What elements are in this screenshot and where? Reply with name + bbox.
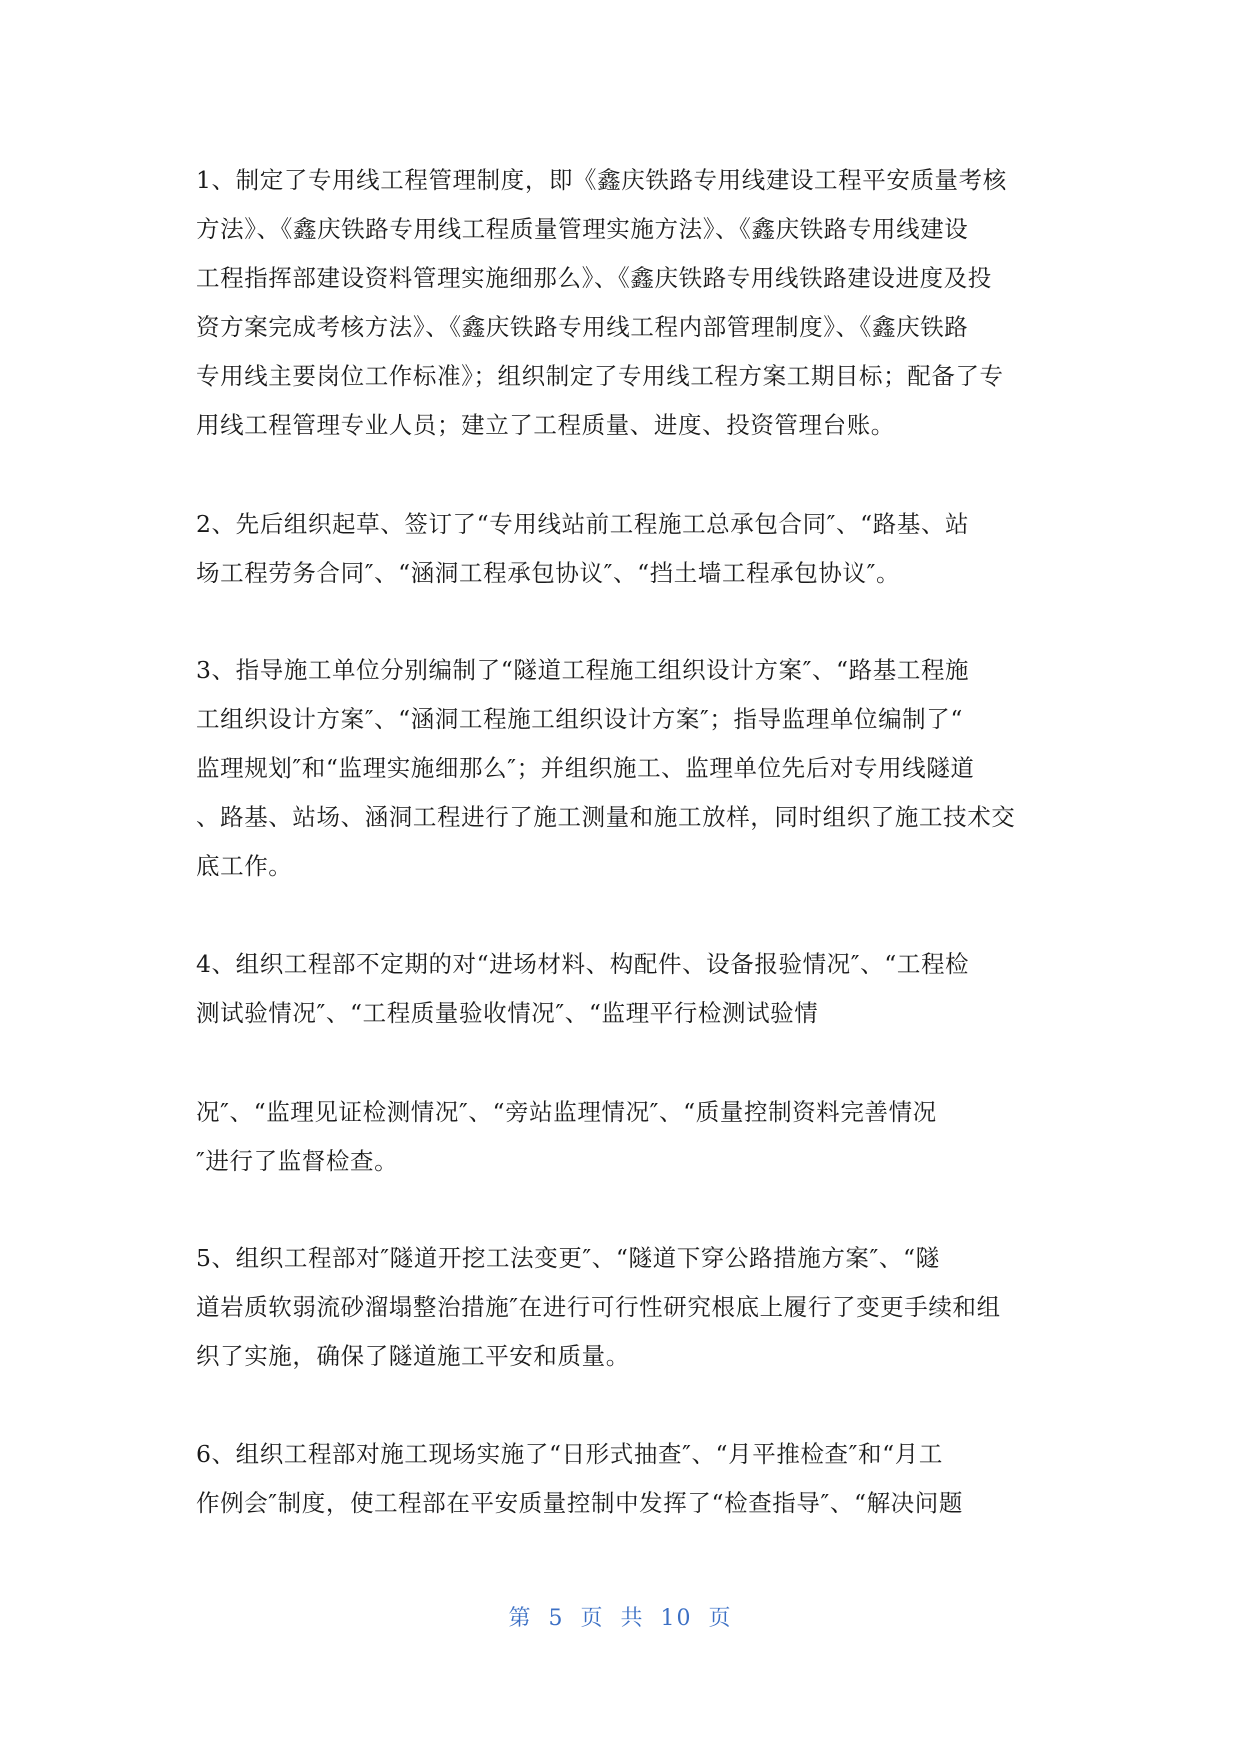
paragraph-line: 作例会″制度，使工程部在平安质量控制中发挥了“检查指导″、“解决问题: [196, 1489, 963, 1517]
paragraph-4-part-1: [196, 940, 1056, 1038]
paragraph-5: [196, 1234, 1056, 1381]
paragraph-line: 资方案完成考核方法》、《鑫庆铁路专用线工程内部管理制度》、《鑫庆铁路: [196, 313, 969, 341]
paragraph-4-part-2: [196, 1088, 1056, 1186]
footer-label-di: 第: [508, 1606, 533, 1631]
paragraph-1: [196, 156, 1056, 450]
footer-label-gong: 共: [620, 1606, 645, 1631]
paragraph-line: 、路基、站场、涵洞工程进行了施工测量和施工放样，同时组织了施工技术交: [196, 803, 1016, 831]
paragraph-2: [196, 500, 1056, 598]
paragraph-line: 1、制定了专用线工程管理制度，即《鑫庆铁路专用线建设工程平安质量考核: [196, 166, 1007, 194]
paragraph-line: 况″、“监理见证检测情况″、“旁站监理情况″、“质量控制资料完善情况: [196, 1098, 937, 1126]
paragraph-line: 道岩质软弱流砂溜塌整治措施″在进行可行性研究根底上履行了变更手续和组: [196, 1293, 1001, 1321]
footer-label-ye: 页: [580, 1606, 605, 1631]
footer-page-number: 5: [548, 1606, 565, 1631]
footer-total-pages: 10: [660, 1606, 693, 1631]
paragraph-3: [196, 646, 1056, 891]
paragraph-line: 监理规划″和“监理实施细那么″；并组织施工、监理单位先后对专用线隧道: [196, 754, 975, 782]
paragraph-line: ″进行了监督检查。: [196, 1147, 399, 1175]
paragraph-line: 3、指导施工单位分别编制了“隧道工程施工组织设计方案″、“路基工程施: [196, 656, 970, 684]
paragraph-line: 方法》、《鑫庆铁路专用线工程质量管理实施方法》、《鑫庆铁路专用线建设: [196, 215, 969, 243]
footer-label-ye-end: 页: [708, 1606, 733, 1631]
paragraph-line: 工程指挥部建设资料管理实施细那么》、《鑫庆铁路专用线铁路建设进度及投: [196, 264, 992, 292]
page-footer: [0, 1601, 1241, 1632]
paragraph-line: 底工作。: [196, 852, 293, 880]
paragraph-line: 测试验情况″、“工程质量验收情况″、“监理平行检测试验情: [196, 999, 819, 1027]
paragraph-line: 用线工程管理专业人员；建立了工程质量、进度、投资管理台账。: [196, 411, 895, 439]
paragraph-line: 场工程劳务合同″、“涵洞工程承包协议″、“挡土墙工程承包协议″。: [196, 559, 901, 587]
paragraph-line: 工组织设计方案″、“涵洞工程施工组织设计方案″；指导监理单位编制了“: [196, 705, 963, 733]
paragraph-line: 4、组织工程部不定期的对“进场材料、构配件、设备报验情况″、“工程检: [196, 950, 970, 978]
paragraph-line: 5、组织工程部对″隧道开挖工法变更″、“隧道下穿公路措施方案″、“隧: [196, 1244, 940, 1272]
paragraph-line: 织了实施，确保了隧道施工平安和质量。: [196, 1342, 630, 1370]
paragraph-line: 6、组织工程部对施工现场实施了“日形式抽查″、“月平推检查″和“月工: [196, 1440, 943, 1468]
paragraph-line: 2、先后组织起草、签订了“专用线站前工程施工总承包合同″、“路基、站: [196, 510, 970, 538]
paragraph-line: 专用线主要岗位工作标准》；组织制定了专用线工程方案工期目标；配备了专: [196, 362, 1004, 390]
paragraph-6: [196, 1430, 1056, 1528]
